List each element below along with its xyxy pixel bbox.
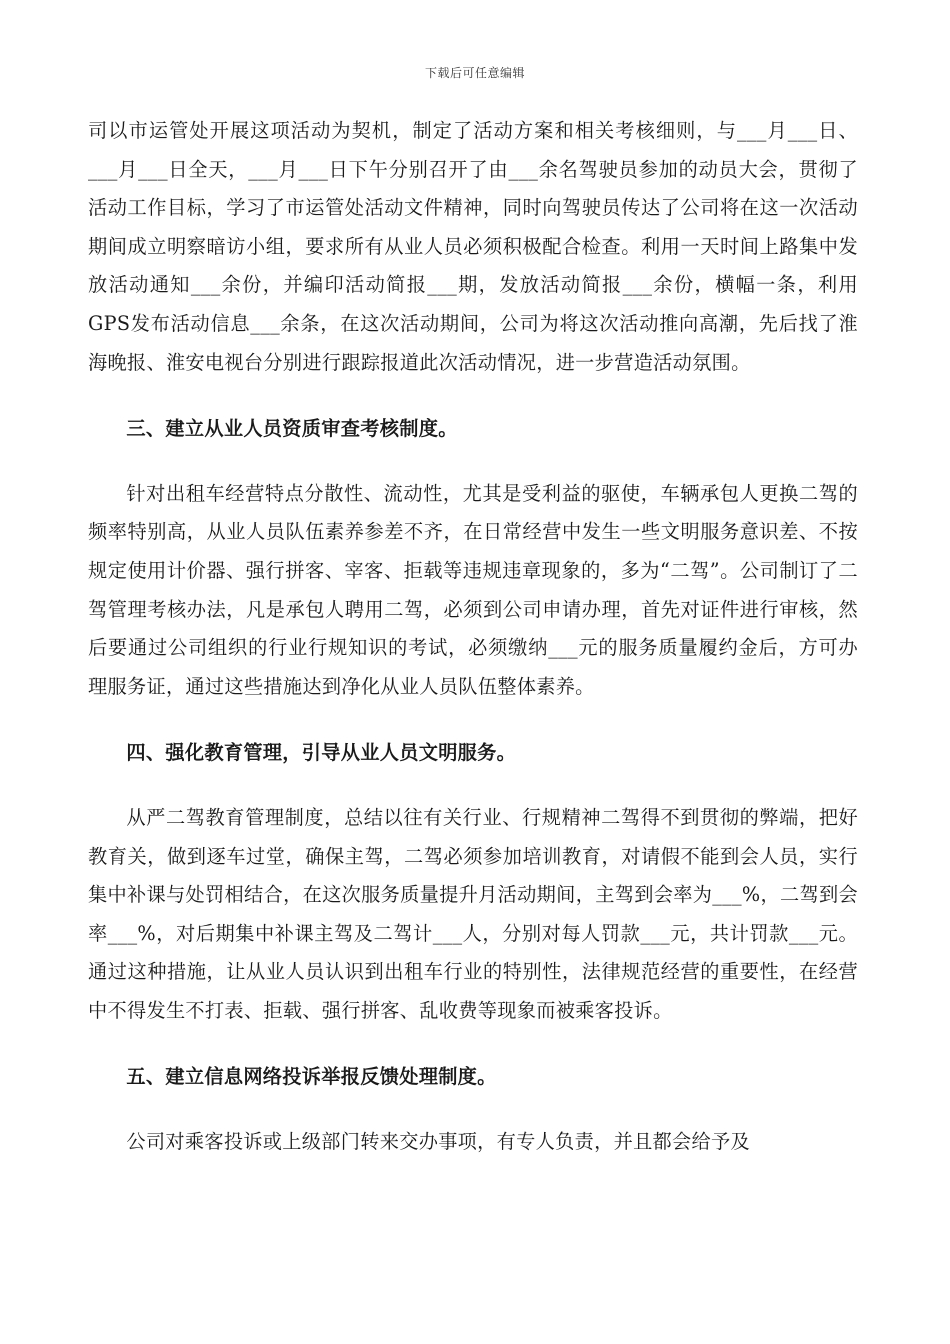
section-heading-5: 五、建立信息网络投诉举报反馈处理制度。 [126,1065,497,1089]
spacer [88,1097,858,1123]
section-heading-3: 三、建立从业人员资质审查考核制度。 [126,417,458,441]
spacer [88,1030,858,1058]
paragraph-activity-summary: 司以市运管处开展这项活动为契机，制定了活动方案和相关考核细则，与___月___日、___月___日全天，___月___日下午分别召开了由___余名驾驶员参加的动员大会，贯彻了活动工作目标，学习了市运管处活动文件精神，同时向驾驶员传达了公司将在这一次活动期间成立明察暗访小组，要求所有从业人员必须积极配合检查。利用一天时间上路集中发放活动通知___余份，并编印活动简报___期，发放活动简报___余份，横幅一条，利用GPS发布活动信息___余条，在这次活动期间，公司为将这次活动推向高潮，先后找了淮海晚报、淮安电视台分别进行跟踪报道此次活动情况，进一步营造活动氛围。 [88,119,858,374]
spacer [88,449,858,475]
document-body [88,112,858,1162]
paragraph-education-management: 从严二驾教育管理制度，总结以往有关行业、行规精神二驾得不到贯彻的弊端，把好教育关，做到逐车过堂，确保主驾，二驾必须参加培训教育，对请假不能到会人员，实行集中补课与处罚相结合，在这次服务质量提升月活动期间，主驾到会率为___%，二驾到会率___%，对后期集中补课主驾及二驾计___人，分别对每人罚款___元，共计罚款___元。通过这种措施，让从业人员认识到出租车行业的特别性，法律规范经营的重要性，在经营中不得发生不打表、拒载、强行拼客、乱收费等现象而被乘客投诉。 [88,805,858,1022]
spacer [88,706,858,734]
section-heading-4: 四、强化教育管理，引导从业人员文明服务。 [126,741,517,765]
spacer [88,773,858,799]
spacer [88,382,858,410]
paragraph-qualification-review: 针对出租车经营特点分散性、流动性，尤其是受利益的驱使，车辆承包人更换二驾的频率特别高，从业人员队伍素养参差不齐，在日常经营中发生一些文明服务意识差、不按规定使用计价器、强行拼客、宰客、拒载等违规违章现象的，多为“二驾”。公司制订了二驾管理考核办法，凡是承包人聘用二驾，必须到公司申请办理，首先对证件进行审核，然后要通过公司组织的行业行规知识的考试，必须缴纳___元的服务质量履约金后，方可办理服务证，通过这些措施达到净化从业人员队伍整体素养。 [88,481,858,698]
paragraph-complaint-handling: 公司对乘客投诉或上级部门转来交办事项，有专人负责，并且都会给予及 [126,1130,750,1154]
page-header-note: 下载后可任意编辑 [424,66,525,80]
